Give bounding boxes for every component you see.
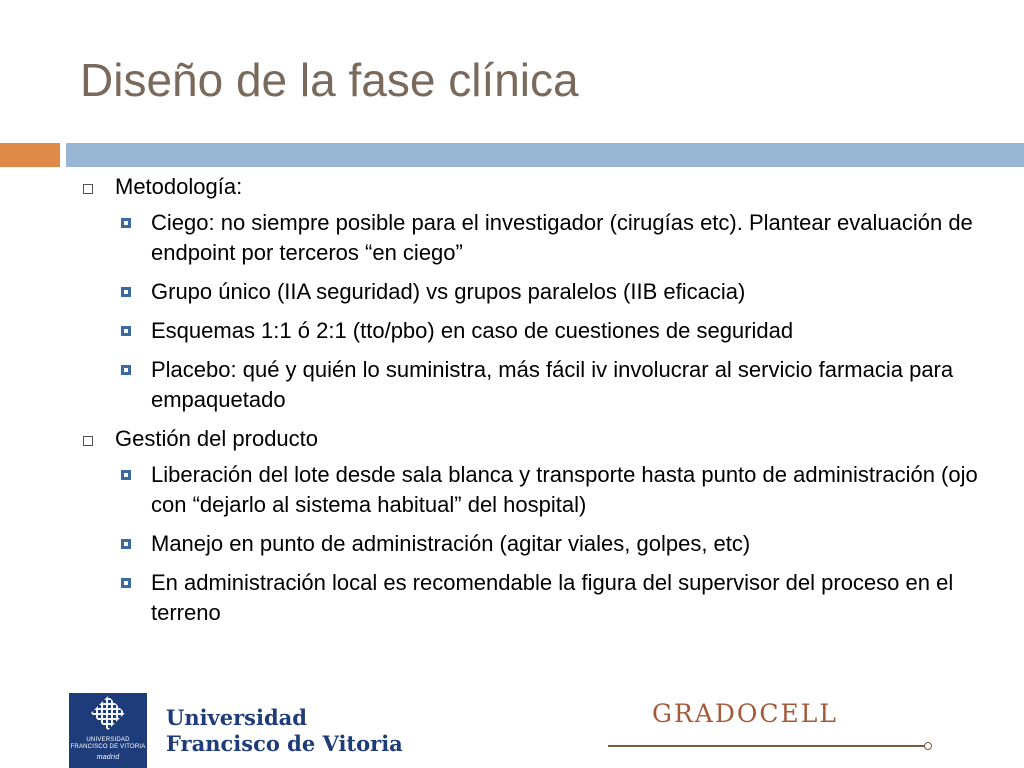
square-bullet-icon — [83, 184, 93, 194]
filled-square-bullet-icon — [121, 470, 131, 480]
section-heading-product-management — [80, 424, 980, 454]
list-item — [116, 277, 980, 307]
list-item-text: En administración local es recomendable la figura del supervisor del proceso en el terreno — [151, 570, 954, 625]
list-item-text: Grupo único (IIA seguridad) vs grupos paralelos (IIB eficacia) — [151, 279, 746, 304]
list-item-text: Ciego: no siempre posible para el investigador (cirugías etc). Plantear evaluación de endpoint por terceros “en ciego” — [151, 210, 973, 265]
square-bullet-icon — [83, 436, 93, 446]
university-name-logo — [166, 705, 403, 757]
filled-square-bullet-icon — [121, 326, 131, 336]
slide-content — [80, 172, 980, 637]
filled-square-bullet-icon — [121, 539, 131, 549]
filled-square-bullet-icon — [121, 578, 131, 588]
slide-title: Diseño de la fase clínica — [80, 54, 579, 106]
university-name-line-2: Francisco de Vitoria — [166, 731, 403, 756]
gradocell-logo: GRADOCELL — [652, 699, 838, 728]
university-name-line-1: Universidad — [166, 705, 307, 730]
filled-square-bullet-icon — [121, 287, 131, 297]
title-accent-bar-orange — [0, 143, 60, 167]
logo-box-text-3: madrid — [96, 754, 120, 761]
filled-square-bullet-icon — [121, 218, 131, 228]
list-item-text: Manejo en punto de administración (agitar viales, golpes, etc) — [151, 531, 751, 556]
university-emblem-logo — [69, 693, 147, 768]
filled-square-bullet-icon — [121, 365, 131, 375]
list-item-text: Esquemas 1:1 ó 2:1 (tto/pbo) en caso de cuestiones de seguridad — [151, 318, 794, 343]
list-item-text: Liberación del lote desde sala blanca y transporte hasta punto de administración (ojo con “dejarlo al sistema habitual” del hospital) — [151, 462, 978, 517]
university-crest-icon — [91, 696, 125, 730]
list-item — [116, 529, 980, 559]
list-item-text: Placebo: qué y quién lo suministra, más fácil iv involucrar al servicio farmacia para empaquetado — [151, 357, 954, 412]
gradocell-logo-dot-icon — [924, 742, 932, 750]
logo-box-text-1: UNIVERSIDAD — [86, 737, 130, 743]
section-heading-text: Metodología: — [115, 174, 243, 199]
section-heading-text: Gestión del producto — [115, 426, 319, 451]
title-accent-bar-blue — [66, 143, 1024, 167]
list-item — [116, 460, 980, 520]
list-item — [116, 355, 980, 415]
logo-box-text-2: FRANCISCO DE VITORIA — [70, 744, 146, 750]
list-item — [116, 316, 980, 346]
section-heading-methodology — [80, 172, 980, 202]
gradocell-logo-underline — [608, 745, 926, 747]
list-item — [116, 208, 980, 268]
list-item — [116, 568, 980, 628]
